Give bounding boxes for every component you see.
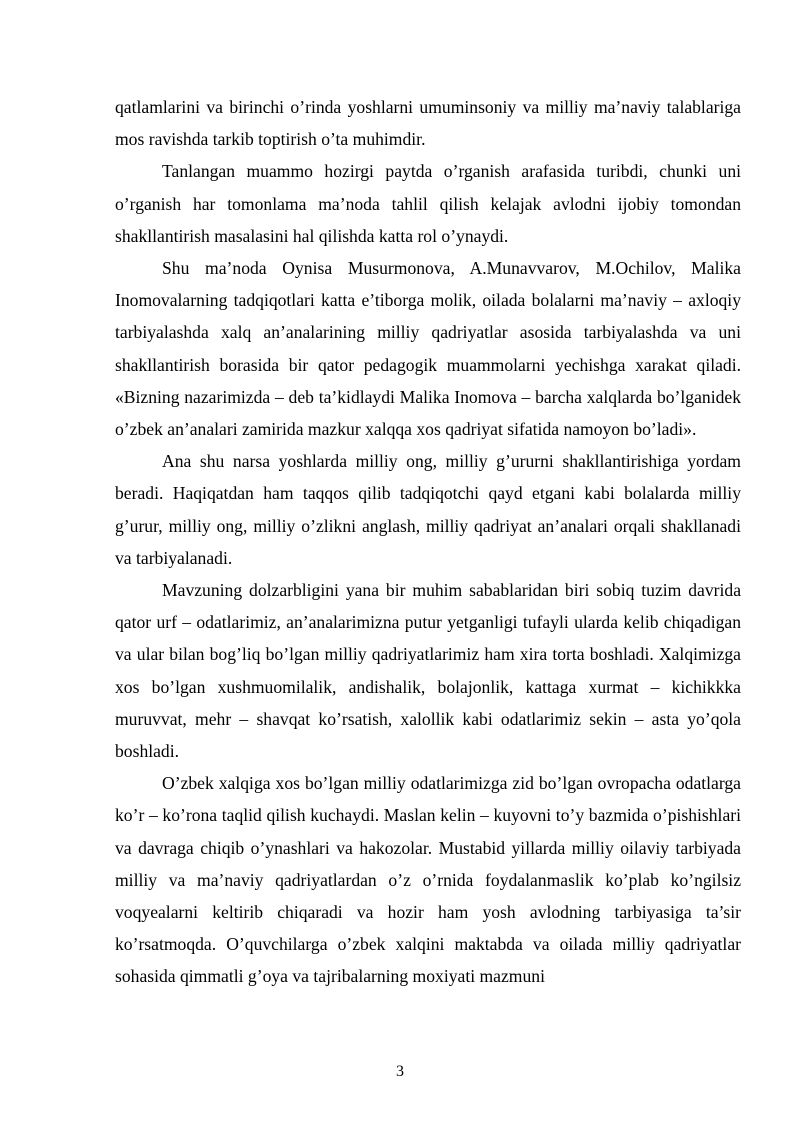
paragraph-4: Ana shu narsa yoshlarda milliy ong, milliy g’ururni shakllantirishiga yordam beradi. Haqiqatdan ham taqqos qilib tadqiqotchi qayd etgani kabi bolalarda milliy g’urur, milliy ong, milliy o’zlikni anglash, milliy qadriyat an’analari orqali shakllanadi va tarbiyalanadi.: [115, 451, 741, 568]
paragraph-6: O’zbek xalqiga xos bo’lgan milliy odatlarimizga zid bo’lgan ovropacha odatlarga ko’r – ko’rona taqlid qilish kuchaydi. Maslan kelin – kuyovni to’y bazmida o’pishishlari va davraga chiqib o’ynashlari va hakozolar. Mustabid yillarda milliy oilaviy tarbiyada milliy va ma’naviy qadriyatlardan o’z o’rnida foydalanmaslik ko’plab ko’ngilsiz voqyealarni keltirib chiqaradi va hozir ham yosh avlodning tarbiyasiga ta’sir ko’rsatmoqda. O’quvchilarga o’zbek xalqini maktabda va oilada milliy qadriyatlar sohasida qimmatli g’oya va tajribalarning moxiyati mazmuni: [115, 773, 741, 987]
paragraph-3: Shu ma’noda Oynisa Musurmonova, A.Munavvarov, M.Ochilov, Malika Inomovalarning tadqiqotlari katta e’tiborga molik, oilada bolalarni ma’naviy – axloqiy tarbiyalashda xalq an’analarining milliy qadriyatlar asosida tarbiyalashda va uni shakllantirish borasida bir qator pedagogik muammolarni yechishga xarakat qiladi. «Bizning nazarimizda – deb ta’kidlaydi Malika Inomova – barcha xalqlarda bo’lganidek o’zbek an’analari zamirida mazkur xalqqa xos qadriyat sifatida namoyon bo’ladi».: [115, 258, 741, 440]
page-number: 3: [396, 1063, 404, 1080]
paragraph-2: Tanlangan muammo hozirgi paytda o’rganish arafasida turibdi, chunki uni o’rganish har tomonlama ma’noda tahlil qilish kelajak avlodni ijobiy tomondan shakllantirish masalasini hal qilishda katta rol o’ynaydi.: [115, 161, 741, 246]
paragraph-1: qatlamlarini va birinchi o’rinda yoshlarni umuminsoniy va milliy ma’naviy talablariga mos ravishda tarkib toptirish o’ta muhimdir.: [115, 97, 741, 150]
document-body: [115, 91, 741, 993]
paragraph-5: Mavzuning dolzarbligini yana bir muhim sabablaridan biri sobiq tuzim davrida qator urf – odatlarimiz, an’analarimizna putur yetganligi tufayli ularda kelib chiqadigan va ular bilan bog’liq bo’lgan milliy qadriyatlarimiz ham xira torta boshladi. Xalqimizga xos bo’lgan xushmuomilalik, andishalik, bolajonlik, kattaga xurmat – kichikkka muruvvat, mehr – shavqat ko’rsatish, xalollik kabi odatlarimiz sekin – asta yo’qola boshladi.: [115, 580, 741, 762]
